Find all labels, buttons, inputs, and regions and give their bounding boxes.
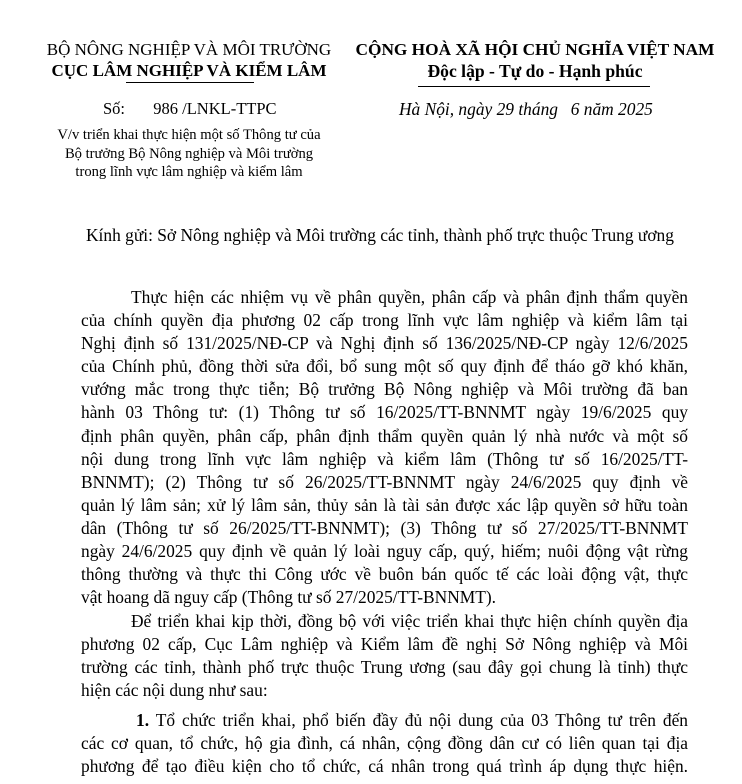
text-line: phương 02 cấp, Cục Lâm nghiệp và Kiểm lâm đề nghị Sở Nông nghiệp và Môi bbox=[81, 634, 688, 655]
department-name: CỤC LÂM NGHIỆP VÀ KIỂM LÂM bbox=[51, 61, 327, 80]
text-line: vật hoang dã nguy cấp (Thông tư số 27/2025/TT-BNNMT). bbox=[81, 587, 496, 608]
body-paragraph-1 bbox=[81, 286, 688, 609]
country-name: CỘNG HOÀ XÃ HỘI CHỦ NGHĨA VIỆT NAM bbox=[355, 40, 715, 59]
issue-date bbox=[399, 99, 653, 120]
text-line: Nghị định số 131/2025/NĐ-CP và Nghị định số 136/2025/NĐ-CP ngày 12/6/2025 bbox=[81, 333, 688, 354]
subject-line: V/v triển khai thực hiện một số Thông tư của bbox=[57, 127, 321, 143]
text-line bbox=[81, 709, 688, 732]
subject-line: Bộ trưởng Bộ Nông nghiệp và Môi trường bbox=[64, 145, 314, 162]
date-year: năm 2025 bbox=[583, 99, 653, 119]
text-line: trường các tỉnh, thành phố trực thuộc Trung ương (sau đây gọi chung là tỉnh) thực bbox=[81, 657, 688, 678]
text-line: hành 03 Thông tư: (1) Thông tư số 16/2025/TT-BNNMT ngày 19/6/2025 quy bbox=[81, 402, 688, 423]
motto-underline bbox=[418, 86, 650, 87]
date-month: 6 bbox=[570, 99, 580, 119]
ministry-name: BỘ NÔNG NGHIỆP VÀ MÔI TRƯỜNG bbox=[46, 40, 332, 59]
number-label: Số: bbox=[103, 99, 126, 118]
motto: Độc lập - Tự do - Hạnh phúc bbox=[427, 61, 643, 81]
date-day: 29 bbox=[496, 99, 514, 119]
text-line: vướng mắc trong thực tiễn; Bộ trưởng Bộ Nông nghiệp và Môi trường đã ban bbox=[81, 379, 688, 400]
text-line: quản lý lâm sản; xử lý lâm sản, thủy sản là tài sản được xác lập quyền sở hữu toàn bbox=[81, 494, 688, 515]
text-line: thông thường và thực thi Công ước về buôn bán quốc tế các loài động vật, thực bbox=[81, 564, 688, 585]
text-line: định phân quyền, phân cấp, phân định thẩm quyền quản lý nhà nước và một số bbox=[81, 425, 688, 446]
item-text: Tổ chức triển khai, phổ biến đầy đủ nội dung của 03 Thông tư trên đến bbox=[155, 710, 688, 730]
text-line: Để triển khai kịp thời, đồng bộ với việc triển khai thực hiện chính quyền địa bbox=[131, 611, 688, 631]
text-line: ngày 24/6/2025 quy định về quản lý loài nguy cấp, quý, hiếm; nuôi động vật rừng bbox=[81, 541, 688, 562]
recipient-line: Kính gửi: Sở Nông nghiệp và Môi trường các tỉnh, thành phố trực thuộc Trung ương bbox=[86, 225, 674, 245]
subject-block bbox=[20, 126, 358, 182]
list-item-1 bbox=[81, 709, 688, 778]
text-line: BNNMT); (2) Thông tư số 26/2025/TT-BNNMT ngày 24/6/2025 quy định về bbox=[81, 471, 688, 492]
document-number bbox=[103, 99, 277, 119]
text-line: của Chính phủ, đồng thời sửa đổi, bổ sung một số quy định để tháo gỡ khó khăn, bbox=[81, 356, 688, 377]
department-underline bbox=[126, 82, 254, 83]
date-prefix: Hà Nội, ngày bbox=[399, 99, 493, 119]
text-line: nội dung trong lĩnh vực lâm nghiệp và kiểm lâm (Thông tư số 16/2025/TT- bbox=[81, 448, 688, 469]
number-value: 986 bbox=[153, 99, 179, 118]
text-line: của chính quyền địa phương 02 cấp trong lĩnh vực lâm nghiệp và kiểm lâm tại bbox=[81, 310, 688, 331]
date-month-label: tháng bbox=[518, 99, 558, 119]
number-suffix: /LNKL-TTPC bbox=[182, 99, 277, 118]
text-line: phương để tạo điều kiện cho tổ chức, cá nhân trong quá trình áp dụng thực hiện. bbox=[81, 756, 688, 777]
text-line: các cơ quan, tổ chức, hộ gia đình, cá nhân, cộng đồng dân cư có liên quan tại địa bbox=[81, 733, 688, 754]
item-number: 1. bbox=[136, 710, 150, 730]
text-line: hiện các nội dung như sau: bbox=[81, 680, 268, 701]
subject-line: trong lĩnh vực lâm nghiệp và kiểm lâm bbox=[75, 164, 303, 180]
body-paragraph-2 bbox=[81, 610, 688, 702]
text-line: dân (Thông tư số 26/2025/TT-BNNMT); (3) Thông tư số 27/2025/TT-BNNMT bbox=[81, 517, 688, 538]
text-line: Thực hiện các nhiệm vụ về phân quyền, phân cấp và phân định thẩm quyền bbox=[131, 287, 688, 307]
